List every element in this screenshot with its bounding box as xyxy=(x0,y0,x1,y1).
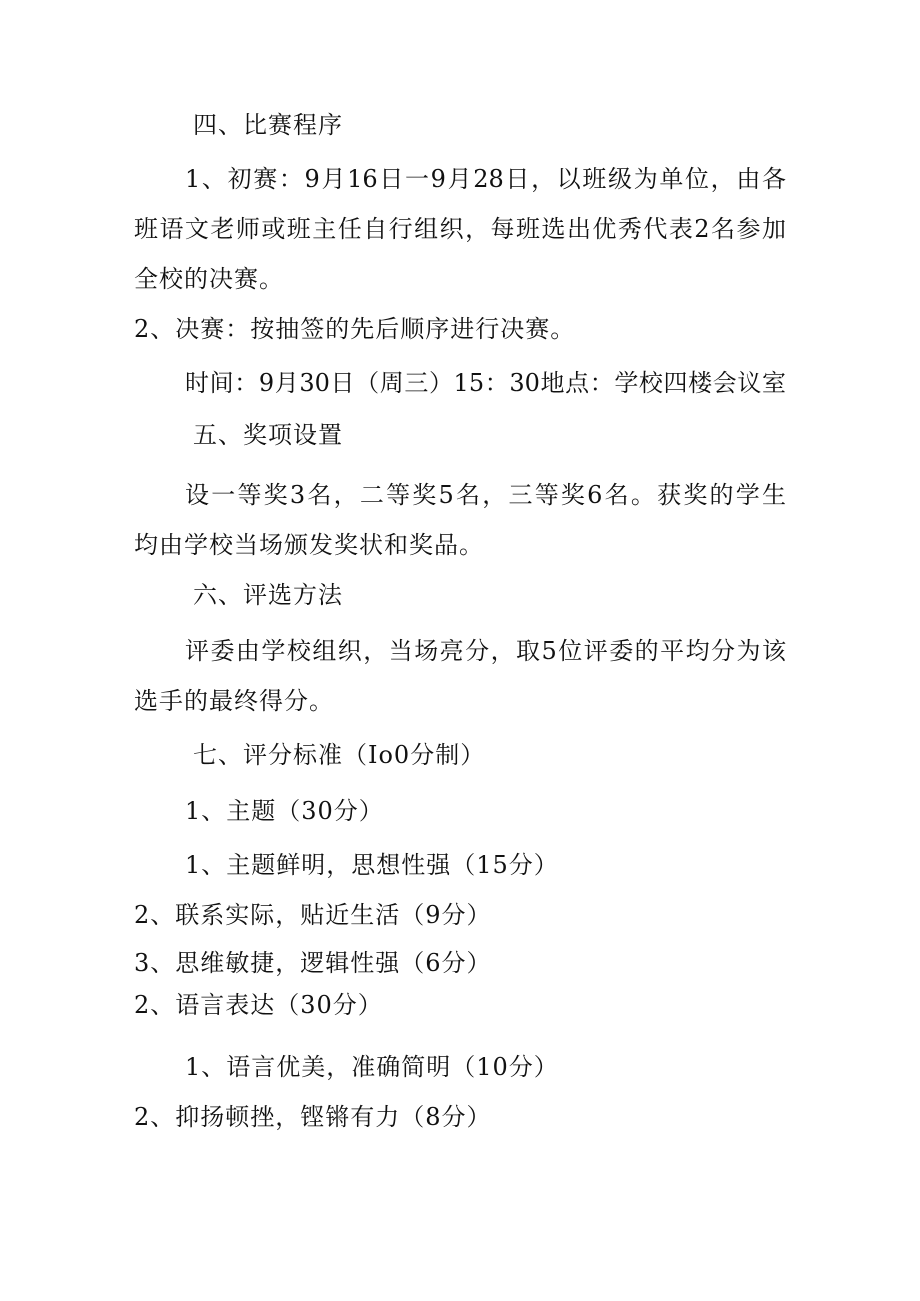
paragraph-line: 全校的决赛。 xyxy=(134,265,284,293)
paragraph-line: 1、初赛：9月16日一9月28日，以班级为单位，由各 xyxy=(185,165,786,193)
paragraph-line: 设一等奖3名，二等奖5名，三等奖6名。获奖的学生 xyxy=(185,481,786,509)
paragraph-line: 评委由学校组织，当场亮分，取5位评委的平均分为该 xyxy=(185,637,786,665)
paragraph-line: 2、决赛：按抽签的先后顺序进行决赛。 xyxy=(134,315,576,343)
criteria-item: 2、语言表达（30分） xyxy=(134,991,383,1019)
section-heading-competition-procedure: 四、比赛程序 xyxy=(193,111,343,139)
section-heading-awards: 五、奖项设置 xyxy=(193,421,343,449)
criteria-subitem: 2、抑扬顿挫，铿锵有力（8分） xyxy=(134,1103,492,1131)
paragraph-line: 班语文老师或班主任自行组织，每班选出优秀代表2名参加 xyxy=(134,215,786,243)
criteria-subitem: 1、主题鲜明，思想性强（15分） xyxy=(185,851,559,879)
time-location-line: 时间：9月30日（周三）15：30地点：学校四楼会议室 xyxy=(185,369,786,397)
criteria-item: 1、主题（30分） xyxy=(185,797,384,825)
paragraph-line: 选手的最终得分。 xyxy=(134,687,334,715)
section-heading-selection-method: 六、评选方法 xyxy=(193,581,343,609)
paragraph-line: 均由学校当场颁发奖状和奖品。 xyxy=(134,531,484,559)
criteria-subitem: 2、联系实际，贴近生活（9分） xyxy=(134,901,492,929)
criteria-subitem: 1、语言优美，准确简明（10分） xyxy=(185,1053,559,1081)
criteria-subitem: 3、思维敏捷，逻辑性强（6分） xyxy=(134,949,492,977)
section-heading-scoring-criteria: 七、评分标准（Io0分制） xyxy=(193,741,486,769)
